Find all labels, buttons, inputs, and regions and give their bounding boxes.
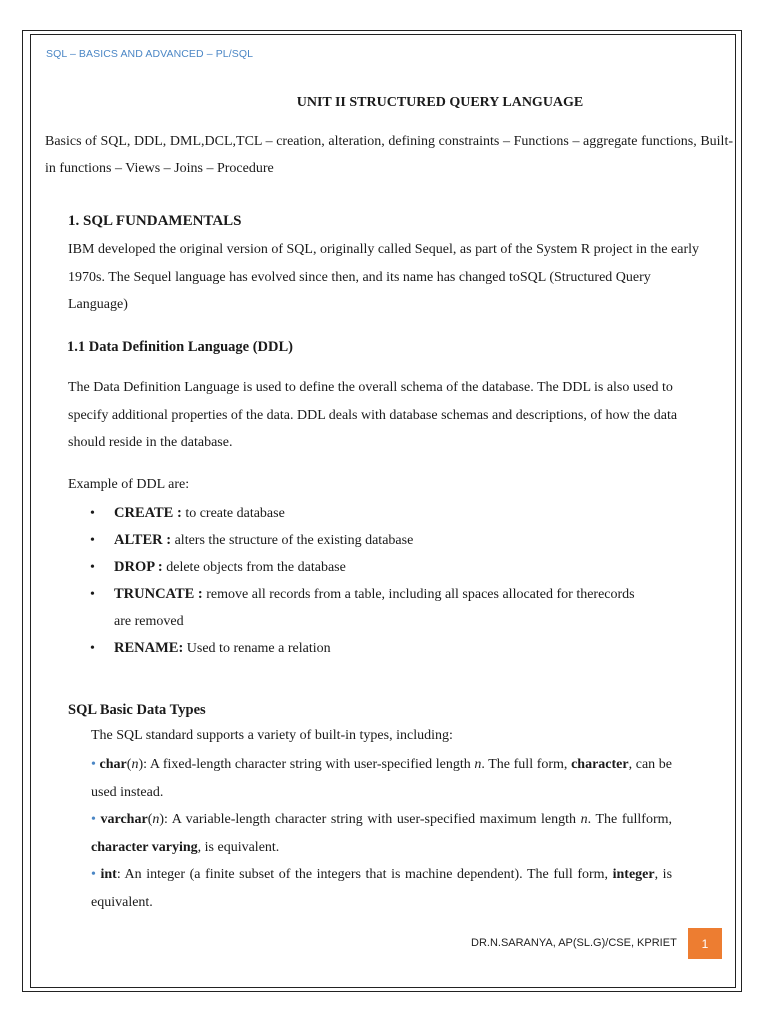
section-heading-data-types: SQL Basic Data Types bbox=[68, 702, 206, 718]
bullet-icon: • bbox=[91, 867, 96, 882]
list-item bbox=[90, 500, 690, 527]
section-heading-ddl: 1.1 Data Definition Language (DDL) bbox=[67, 339, 293, 355]
sql-fundamentals-paragraph: IBM developed the original version of SQL, originally called Sequel, as part of the System R project in the early 1970s. The Sequel language has evolved since then, and its name has changed toSQL (Structured Query Language) bbox=[68, 242, 700, 312]
type-desc: : An integer (a finite subset of the integers that is machine dependent). The full form, bbox=[116, 867, 613, 882]
section-heading-sql-fundamentals: 1. SQL FUNDAMENTALS bbox=[68, 213, 242, 229]
list-item bbox=[90, 581, 690, 635]
type-desc: , is equivalent. bbox=[197, 839, 280, 855]
ddl-command-list bbox=[90, 500, 690, 662]
command-term: CREATE : bbox=[114, 505, 182, 521]
type-desc: , can be used instead. bbox=[91, 757, 673, 800]
type-desc: : A fixed-length character string with user-specified length bbox=[143, 757, 475, 772]
type-desc: : A variable-length character string with user-specified maximum length bbox=[164, 812, 581, 827]
type-desc: . The fullform, bbox=[587, 812, 672, 827]
command-term: ALTER : bbox=[114, 532, 172, 548]
list-item bbox=[90, 554, 690, 581]
list-item bbox=[90, 527, 690, 554]
data-type-varchar: • varchar(n): A variable-length character string with user-specified maximum length n. The fullform, character varying, is equivalent. bbox=[91, 812, 672, 855]
footer-author: DR.N.SARANYA, AP(SL.G)/CSE, KPRIET bbox=[471, 937, 677, 949]
type-name: int bbox=[100, 867, 117, 882]
list-item bbox=[90, 635, 690, 662]
command-term: TRUNCATE : bbox=[114, 586, 203, 602]
type-arg: n bbox=[152, 812, 160, 827]
unit-title: UNIT II STRUCTURED QUERY LANGUAGE bbox=[296, 95, 584, 110]
type-desc: . The full form, bbox=[481, 757, 572, 772]
type-var: n bbox=[580, 812, 588, 827]
type-full-form: integer bbox=[612, 867, 655, 882]
type-arg: n bbox=[131, 757, 139, 772]
type-full-form: character bbox=[571, 757, 629, 772]
command-desc: alters the structure of the existing database bbox=[171, 533, 414, 548]
bullet-icon: • bbox=[91, 812, 96, 827]
command-desc: delete objects from the database bbox=[162, 560, 346, 575]
command-term: RENAME: bbox=[114, 640, 184, 656]
data-types-intro: The SQL standard supports a variety of built-in types, including: bbox=[91, 728, 453, 743]
data-type-int bbox=[91, 861, 672, 916]
type-full-form: character varying bbox=[91, 839, 198, 855]
ddl-example-label: Example of DDL are: bbox=[68, 477, 190, 492]
bullet-icon: • bbox=[91, 757, 96, 772]
type-name: varchar bbox=[100, 812, 148, 827]
type-name: char bbox=[99, 757, 127, 772]
running-header: SQL – BASICS AND ADVANCED – PL/SQL bbox=[46, 48, 254, 60]
ddl-paragraph: The Data Definition Language is used to define the overall schema of the database. The DDL is also used to specify additional properties of the data. DDL deals with database schemas and descriptions, of how the data should reside in the database. bbox=[68, 380, 678, 450]
data-type-char: • char(n): A fixed-length character string with user-specified length n. The full form, character, can be used instead. bbox=[91, 757, 673, 800]
command-desc: remove all records from a table, including all spaces allocated for therecords bbox=[202, 587, 635, 602]
page-number: 1 bbox=[688, 928, 722, 959]
type-var: n bbox=[474, 757, 482, 772]
command-desc: Used to rename a relation bbox=[183, 641, 331, 656]
command-term: DROP : bbox=[114, 559, 163, 575]
unit-topics: Basics of SQL, DDL, DML,DCL,TCL – creation, alteration, defining constraints – Functions – aggregate functions, Built-in functions – Views – Joins – Procedure bbox=[45, 134, 733, 176]
command-desc: to create database bbox=[181, 506, 285, 521]
type-desc: , is equivalent. bbox=[91, 867, 673, 910]
command-desc-continued: are removed bbox=[114, 614, 184, 629]
